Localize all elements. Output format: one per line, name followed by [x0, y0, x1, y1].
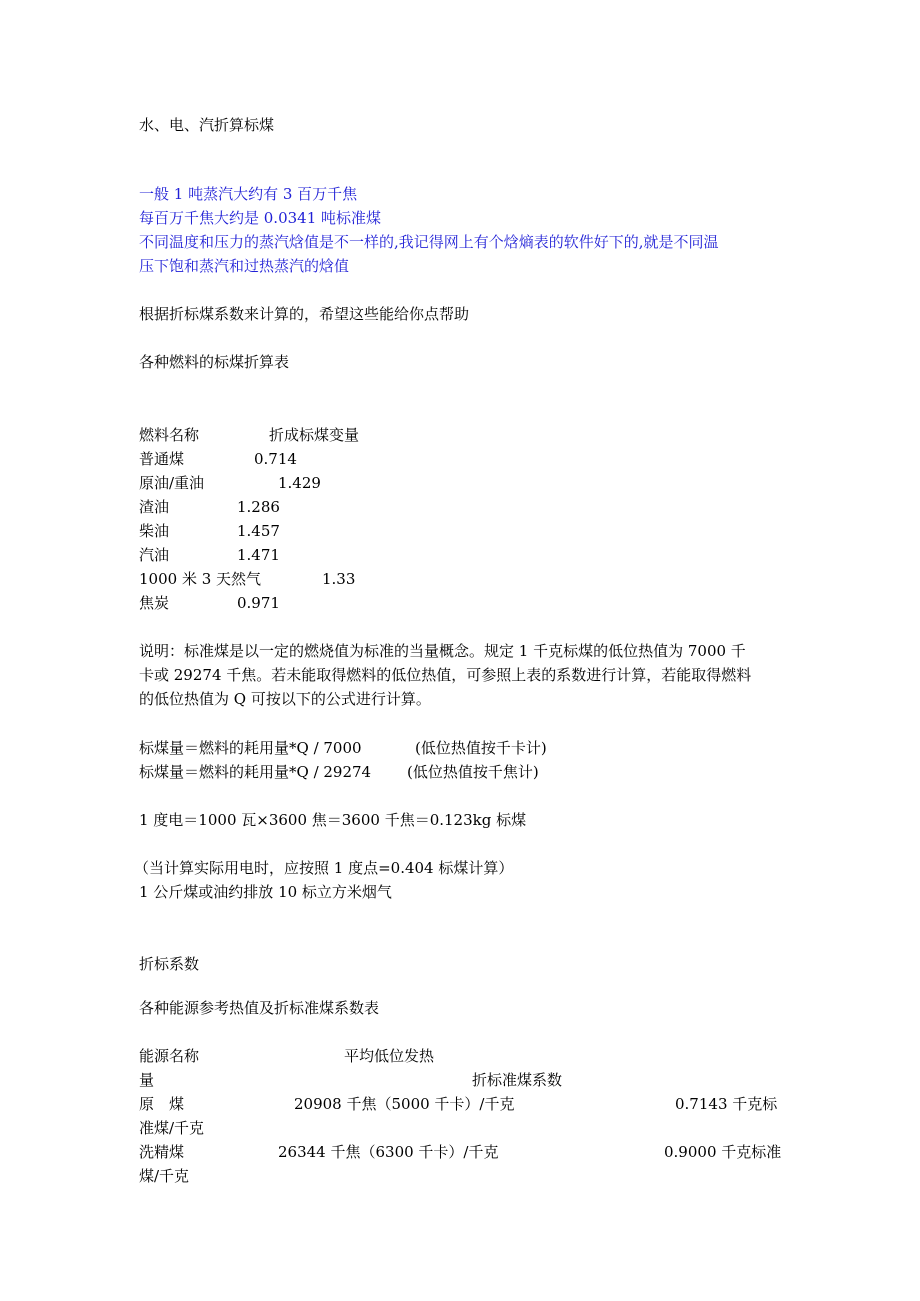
formula-note: (低位热值按千焦计) [407, 763, 539, 781]
table1-row-value: 1.429 [278, 474, 321, 492]
table2-row-coef-cont: 煤/千克 [139, 1167, 190, 1185]
table1-title: 各种燃料的标煤折算表 [139, 353, 290, 371]
explanation-line-2: 卡或 29274 千焦。若未能取得燃料的低位热值，可参照上表的系数进行计算，若能取得燃料 [139, 666, 752, 684]
formula-expr: 标煤量＝燃料的耗用量*Q / 7000 [139, 739, 362, 757]
table2-header-name: 能源名称 [139, 1047, 200, 1065]
table1-row-name: 渣油 [139, 498, 170, 516]
table2-title: 各种能源参考热值及折标准煤系数表 [139, 999, 380, 1017]
table2-row-name: 洗精煤 [139, 1143, 185, 1161]
electricity-note: （当计算实际用电时，应按照 1 度点=0.404 标煤计算） [134, 859, 514, 877]
table2-row-coef: 0.9000 千克标准 [664, 1143, 782, 1161]
table1-header-value: 折成标煤变量 [269, 426, 360, 444]
table2-row-coef-cont: 准煤/千克 [139, 1119, 205, 1137]
table1-row-name: 汽油 [139, 546, 170, 564]
explanation-line-3: 的低位热值为 Q 可按以下的公式进行计算。 [139, 690, 431, 708]
steam-note-3: 不同温度和压力的蒸汽焓值是不一样的,我记得网上有个焓熵表的软件好下的,就是不同温 [139, 233, 719, 251]
table1-row-value: 1.471 [237, 546, 280, 564]
table1-row-name: 焦炭 [139, 594, 170, 612]
formula-note: (低位热值按千卡计) [415, 739, 547, 757]
table1-row-value: 0.714 [254, 450, 297, 468]
intro-text: 根据折标煤系数来计算的，希望这些能给你点帮助 [139, 305, 470, 323]
table2-row-heat: 20908 千焦（5000 千卡）/千克 [294, 1095, 515, 1113]
table1-row-name: 1000 米 3 天然气 [139, 570, 262, 588]
table1-header-name: 燃料名称 [139, 426, 200, 444]
table1-row-value: 0.971 [237, 594, 280, 612]
table2-row-name: 原 煤 [139, 1095, 185, 1113]
smoke-emission: 1 公斤煤或油约排放 10 标立方米烟气 [139, 883, 392, 901]
table1-row-value: 1.33 [322, 570, 356, 588]
steam-note-2: 每百万千焦大约是 0.0341 吨标准煤 [139, 209, 382, 227]
formula-expr: 标煤量＝燃料的耗用量*Q / 29274 [139, 763, 372, 781]
table1-row-name: 柴油 [139, 522, 170, 540]
table2-header-heat: 平均低位发热 [344, 1047, 435, 1065]
table2-header-coef: 折标准煤系数 [472, 1071, 563, 1089]
section2-title: 折标系数 [139, 955, 200, 973]
table1-row-name: 普通煤 [139, 450, 185, 468]
steam-note-4: 压下饱和蒸汽和过热蒸汽的焓值 [139, 257, 350, 275]
steam-note-1: 一般 1 吨蒸汽大约有 3 百万千焦 [139, 185, 358, 203]
table1-row-name: 原油/重油 [139, 474, 205, 492]
table2-row-heat: 26344 千焦（6300 千卡）/千克 [278, 1143, 499, 1161]
table2-header-heat-cont: 量 [139, 1071, 155, 1089]
electricity-conversion: 1 度电＝1000 瓦×3600 焦＝3600 千焦＝0.123kg 标煤 [139, 811, 527, 829]
table1-row-value: 1.457 [237, 522, 280, 540]
table1-row-value: 1.286 [237, 498, 280, 516]
explanation-line-1: 说明：标准煤是以一定的燃烧值为标准的当量概念。规定 1 千克标煤的低位热值为 7000 千 [139, 642, 746, 660]
page-title: 水、电、汽折算标煤 [139, 116, 275, 134]
table2-row-coef: 0.7143 千克标 [675, 1095, 778, 1113]
